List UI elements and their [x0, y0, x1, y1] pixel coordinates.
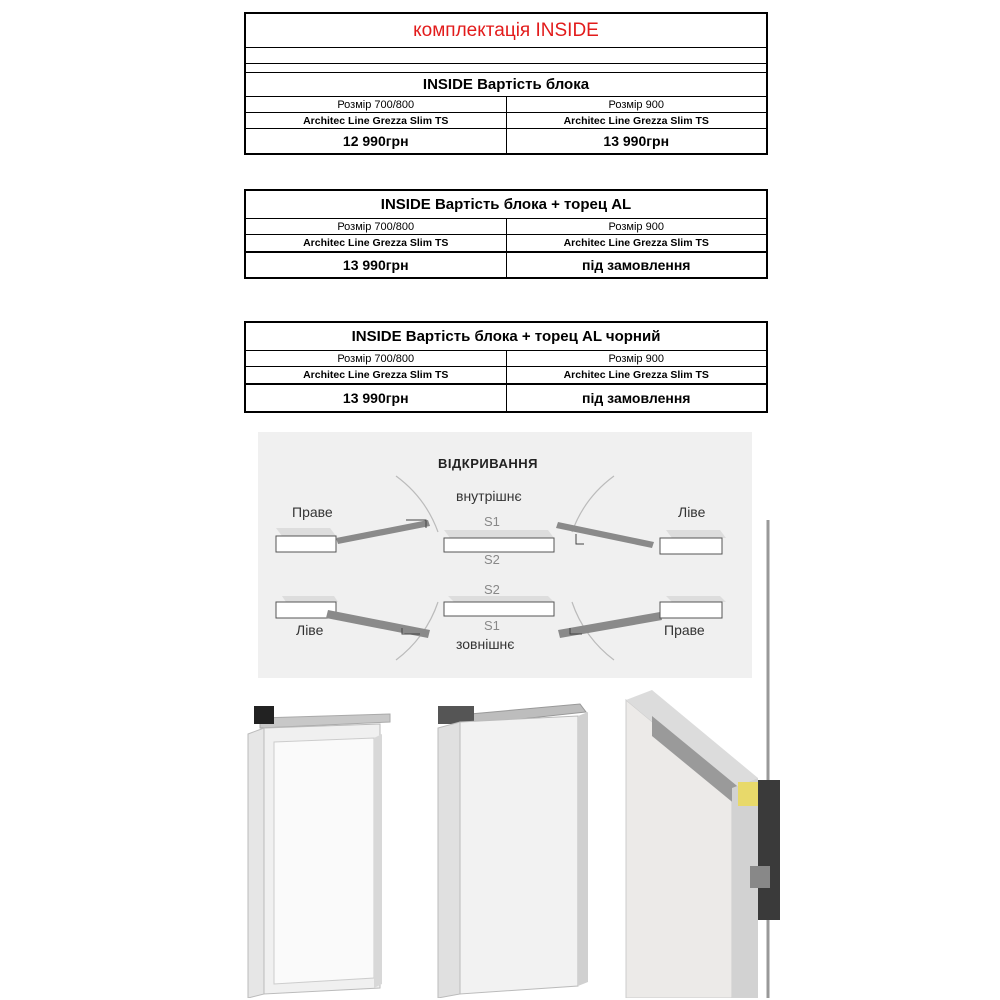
label-s2-bottom: S2: [484, 582, 500, 597]
table2-price-1: 13 990грн: [342, 257, 409, 273]
door-leaf-top-right: [336, 520, 430, 544]
table1-header: INSIDE Вартість блока: [422, 76, 590, 93]
table1-model-2: Architec Line Grezza Slim TS: [506, 113, 767, 128]
table3-price-1: 13 990грн: [342, 390, 409, 406]
page-title: комплектація INSIDE: [413, 19, 599, 41]
spacer-row: [246, 48, 766, 63]
title-table: [244, 12, 768, 155]
table3-model-1: Architec Line Grezza Slim TS: [303, 369, 449, 381]
table3: [244, 321, 768, 413]
wall-bottom-center: [444, 596, 554, 616]
label-right-top: Праве: [292, 504, 333, 520]
label-s1-bottom: S1: [484, 618, 500, 633]
label-right-bottom: Праве: [664, 622, 705, 638]
table1-model-1: Architec Line Grezza Slim TS: [303, 114, 449, 127]
table2-size-1: Розмір 700/800: [337, 220, 415, 233]
table1-size-1: Розмір 700/800: [337, 98, 415, 111]
door-illustration-center: [430, 698, 600, 998]
table3-model-2: Architec Line Grezza Slim TS: [506, 367, 767, 383]
table2: [244, 189, 768, 279]
table2-size-2: Розмір 900: [506, 219, 767, 234]
table1-size-2: Розмір 900: [506, 97, 767, 112]
label-s2-top: S2: [484, 552, 500, 567]
wall-top-center: [444, 530, 554, 552]
table2-model-1: Architec Line Grezza Slim TS: [303, 237, 449, 249]
table1-price-2: 13 990грн: [506, 129, 767, 153]
label-outer: зовнішнє: [456, 636, 515, 652]
table3-header: INSIDE Вартість блока + торец AL чорний: [351, 328, 661, 345]
door-illustration-left: [240, 698, 410, 998]
label-left-top: Ліве: [678, 504, 706, 520]
label-left-bottom: Ліве: [296, 622, 324, 638]
table2-header: INSIDE Вартість блока + торец AL: [380, 196, 632, 213]
table2-price-2: під замовлення: [506, 253, 767, 277]
door-cutaway-illustration: [622, 520, 782, 998]
spacer-row: [246, 64, 766, 72]
table3-size-2: Розмір 900: [506, 351, 767, 366]
table2-model-2: Architec Line Grezza Slim TS: [506, 235, 767, 251]
label-s1-top: S1: [484, 514, 500, 529]
wall-top-left: [276, 528, 336, 552]
label-inner: внутрішнє: [456, 488, 522, 504]
table3-price-2: під замовлення: [506, 385, 767, 411]
diagram-title: ВІДКРИВАННЯ: [438, 456, 538, 471]
table1-price-1: 12 990грн: [342, 133, 409, 149]
table3-size-1: Розмір 700/800: [337, 352, 415, 365]
